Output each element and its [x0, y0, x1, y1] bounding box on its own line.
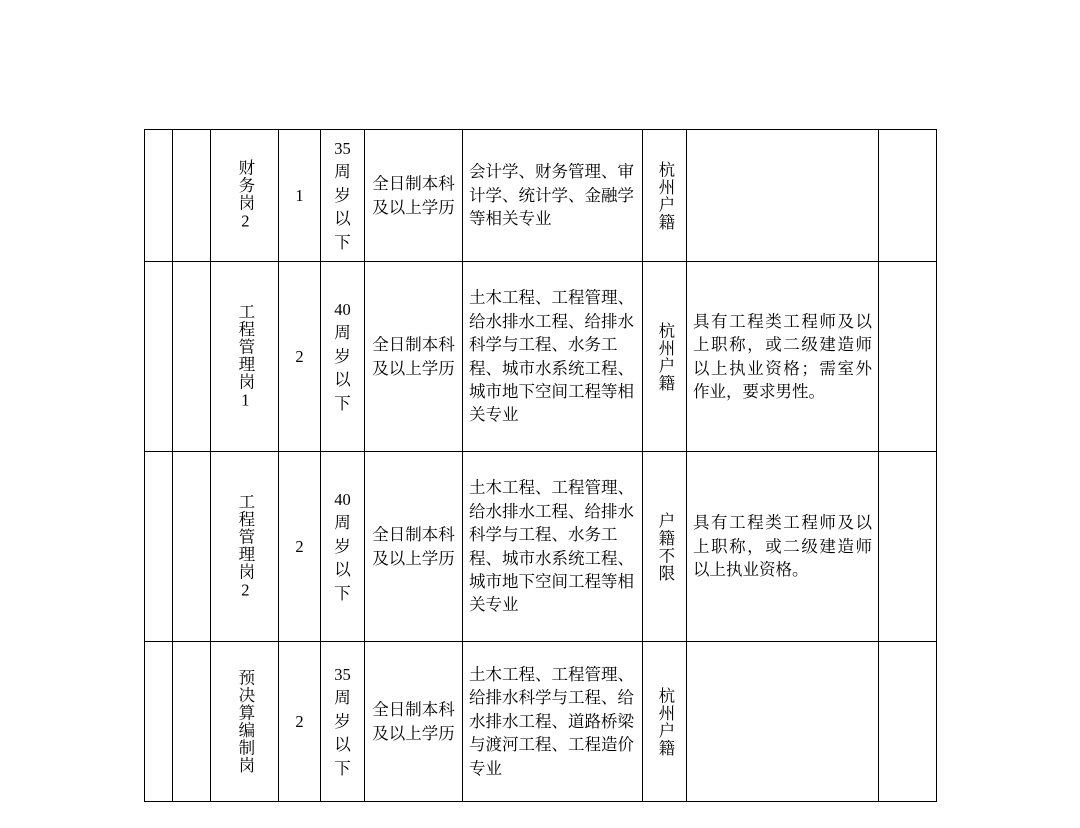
- cell-col-a: [145, 130, 173, 262]
- cell-col-a: [145, 452, 173, 642]
- cell-count: 2: [279, 642, 321, 802]
- cell-education: 全日制本科及以上学历: [365, 642, 463, 802]
- position-label: 预决算编制岗: [235, 669, 255, 774]
- cell-age: 35周岁以下: [321, 642, 365, 802]
- cell-position: [211, 130, 279, 262]
- cell-col-a: [145, 642, 173, 802]
- household-label: 杭州户籍: [655, 160, 675, 231]
- table-row: [145, 452, 937, 642]
- cell-col-j: [879, 642, 937, 802]
- household-label: 杭州户籍: [655, 686, 675, 757]
- cell-household: [643, 262, 687, 452]
- cell-col-a: [145, 262, 173, 452]
- cell-col-b: [173, 642, 211, 802]
- table-row: [145, 642, 937, 802]
- cell-count: 1: [279, 130, 321, 262]
- cell-other: [687, 130, 879, 262]
- cell-other: [687, 642, 879, 802]
- position-label: 工程管理岗1: [235, 302, 255, 411]
- cell-major: 土木工程、工程管理、给排水科学与工程、给水排水工程、道路桥梁与渡河工程、工程造价专业: [463, 642, 643, 802]
- cell-major: 土木工程、工程管理、给水排水工程、给排水科学与工程、水务工程、城市水系统工程、城市地下空间工程等相关专业: [463, 262, 643, 452]
- cell-major: 会计学、财务管理、审计学、统计学、金融学等相关专业: [463, 130, 643, 262]
- table-row: [145, 262, 937, 452]
- cell-other: 具有工程类工程师及以上职称，或二级建造师以上执业资格。: [687, 452, 879, 642]
- cell-col-j: [879, 130, 937, 262]
- cell-position: [211, 452, 279, 642]
- cell-education: 全日制本科及以上学历: [365, 452, 463, 642]
- cell-count: 2: [279, 262, 321, 452]
- cell-household: [643, 642, 687, 802]
- cell-age: 40周岁以下: [321, 452, 365, 642]
- position-label: 财务岗2: [235, 159, 255, 232]
- cell-education: 全日制本科及以上学历: [365, 130, 463, 262]
- position-label: 工程管理岗2: [235, 492, 255, 601]
- cell-age: 40周岁以下: [321, 262, 365, 452]
- cell-position: [211, 262, 279, 452]
- cell-household: [643, 130, 687, 262]
- cell-household: [643, 452, 687, 642]
- cell-col-j: [879, 262, 937, 452]
- cell-col-j: [879, 452, 937, 642]
- cell-education: 全日制本科及以上学历: [365, 262, 463, 452]
- cell-col-b: [173, 130, 211, 262]
- household-label: 户籍不限: [655, 511, 675, 582]
- cell-col-b: [173, 452, 211, 642]
- table-row: [145, 130, 937, 262]
- cell-age: 35周岁以下: [321, 130, 365, 262]
- cell-position: [211, 642, 279, 802]
- cell-col-b: [173, 262, 211, 452]
- cell-count: 2: [279, 452, 321, 642]
- household-label: 杭州户籍: [655, 321, 675, 392]
- cell-major: 土木工程、工程管理、给水排水工程、给排水科学与工程、水务工程、城市水系统工程、城市地下空间工程等相关专业: [463, 452, 643, 642]
- positions-table: [144, 129, 937, 802]
- cell-other: 具有工程类工程师及以上职称，或二级建造师以上执业资格；需室外作业，要求男性。: [687, 262, 879, 452]
